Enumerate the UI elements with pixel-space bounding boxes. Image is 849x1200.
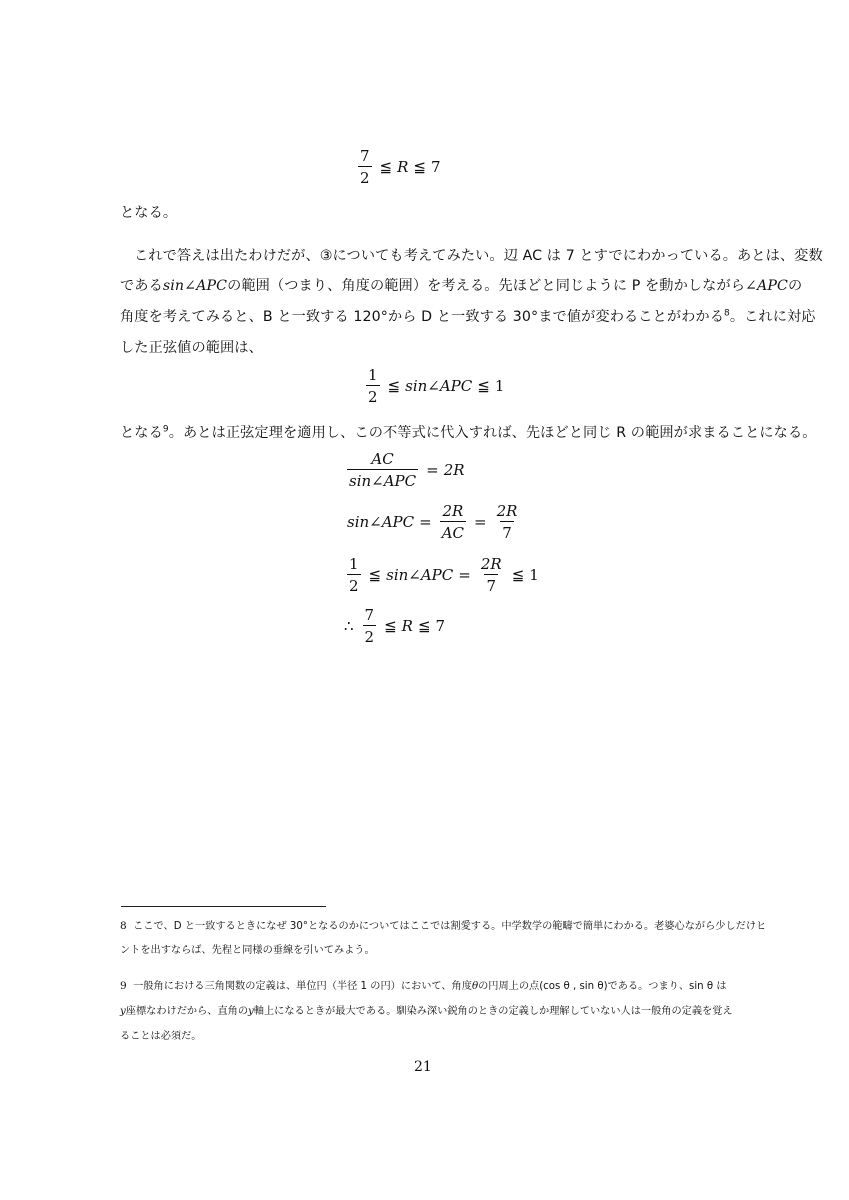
math-sin-apc: sin∠APC (405, 377, 473, 395)
fraction (366, 366, 380, 406)
numerator: 2R (480, 555, 502, 573)
variable-r: R (401, 617, 413, 635)
rhs-2r: 2R (443, 461, 465, 479)
text-segment: となる (120, 425, 163, 441)
footnote-separator (121, 906, 326, 907)
fraction (363, 606, 377, 646)
numerator: 1 (368, 366, 378, 384)
footnote-text: ここで、D と一致するときになぜ 30°となるのかについてはここでは割愛する。中学数学の範疇で簡単にわかる。老婆心ながら少しだけヒ (133, 921, 767, 932)
numerator: 1 (349, 555, 359, 573)
denominator: 2 (366, 385, 380, 406)
text-segment: の (787, 278, 803, 294)
denominator: 2 (347, 574, 361, 595)
text-segment: 。これに対応 (729, 309, 816, 325)
upper-bound: 1 (494, 377, 505, 395)
derivation-line-4 (344, 606, 445, 646)
variable-r: R (397, 158, 409, 176)
equals-symbol: = (426, 461, 439, 479)
upper-bound: 7 (431, 158, 441, 176)
math-angle-apc: ∠APC (745, 278, 788, 294)
footnote-text: 座標なわけだから、直角の (125, 1006, 249, 1017)
math-sin-apc: sin∠APC (162, 278, 228, 294)
equals-symbol: = (474, 513, 487, 531)
equation-r-range-top (355, 147, 441, 187)
text-tonaru: となる。 (120, 205, 178, 221)
math-theta: θ (471, 981, 479, 992)
footnote-8-line-1 (120, 917, 766, 932)
equals-symbol: = (419, 513, 432, 531)
text-segment: 。あとは正弦定理を適用し、この不等式に代入すれば、先ほどと同じ R の範囲が求まることになる。 (168, 425, 817, 441)
footnote-ref-8[interactable]: 8 (724, 308, 730, 319)
math-y: y (248, 1006, 254, 1017)
numerator: 7 (364, 606, 375, 624)
leq-symbol: ≦ (368, 566, 382, 584)
paragraph-line-1: これで答えは出たわけだが、③についても考えてみたい。辺 AC は 7 とすでにわかっている。あとは、変数 (134, 248, 823, 264)
derivation-line-3 (344, 555, 539, 595)
equation-sin-range (363, 366, 504, 406)
footnote-number: 9 (120, 980, 127, 992)
derivation-line-2 (347, 502, 522, 542)
footnote-9-line-1 (120, 977, 727, 992)
leq-symbol: ≦ (387, 377, 401, 395)
denominator: 2 (363, 625, 377, 646)
math-sin-apc: sin∠APC (347, 513, 415, 531)
leq-symbol: ≦ (417, 617, 431, 635)
footnote-text: 一般角における三角関数の定義は、単位円（半径 1 の円）において、角度 (133, 981, 472, 992)
fraction (347, 450, 418, 490)
leq-symbol: ≦ (384, 617, 397, 635)
footnote-text: の円周上の点(cos θ , sin θ)である。つまり、sin θ は (478, 981, 727, 992)
fraction (479, 555, 504, 595)
leq-symbol: ≦ (413, 158, 426, 176)
derivation-line-1 (344, 450, 465, 490)
fraction (495, 502, 520, 542)
leq-symbol: ≦ (379, 158, 393, 176)
denominator: sin∠APC (347, 469, 418, 490)
text-segment: である (120, 278, 163, 294)
leq-symbol: ≦ (477, 377, 490, 395)
footnote-9-line-2 (120, 1002, 733, 1017)
page-number: 21 (414, 1059, 432, 1075)
numerator: 2R (442, 502, 464, 520)
text-tonaru-2 (120, 422, 817, 442)
paragraph-line-4: した正弦値の範囲は、 (120, 340, 263, 356)
footnote-number: 8 (120, 920, 127, 932)
math-y: y (120, 1006, 126, 1017)
fraction (440, 502, 466, 542)
text-segment: の範囲（つまり、角度の範囲）を考える。先ほどと同じように P を動かしながら (227, 278, 746, 294)
text-segment: 角度を考えてみると、B と一致する 120°から D と一致する 30°まで値が変わることがわかる (120, 309, 724, 325)
equals-symbol: = (458, 566, 471, 584)
paragraph-line-2 (120, 275, 802, 295)
footnote-9-line-3: ることは必須だ。 (120, 1031, 202, 1042)
denominator: 7 (484, 574, 498, 595)
numerator: 7 (360, 147, 370, 165)
fraction (347, 555, 361, 595)
fraction (358, 147, 372, 187)
denominator: AC (440, 521, 466, 542)
footnote-8-line-2: ントを出すならば、先程と同様の垂線を引いてみよう。 (120, 945, 375, 956)
math-sin-apc: sin∠APC (386, 566, 454, 584)
therefore-symbol: ∴ (344, 617, 354, 635)
numerator: 2R (496, 502, 518, 520)
paragraph-line-3 (120, 306, 816, 326)
upper-bound: 7 (435, 617, 446, 635)
upper-bound: 1 (529, 566, 539, 584)
footnote-text: 軸上になるときが最大である。馴染み深い鋭角のときの定義しか理解していない人は一般角の定義を覚え (253, 1006, 733, 1017)
denominator: 7 (500, 521, 514, 542)
numerator: AC (371, 450, 394, 468)
leq-symbol: ≦ (511, 566, 525, 584)
denominator: 2 (358, 166, 372, 187)
footnote-ref-9[interactable]: 9 (162, 424, 169, 435)
